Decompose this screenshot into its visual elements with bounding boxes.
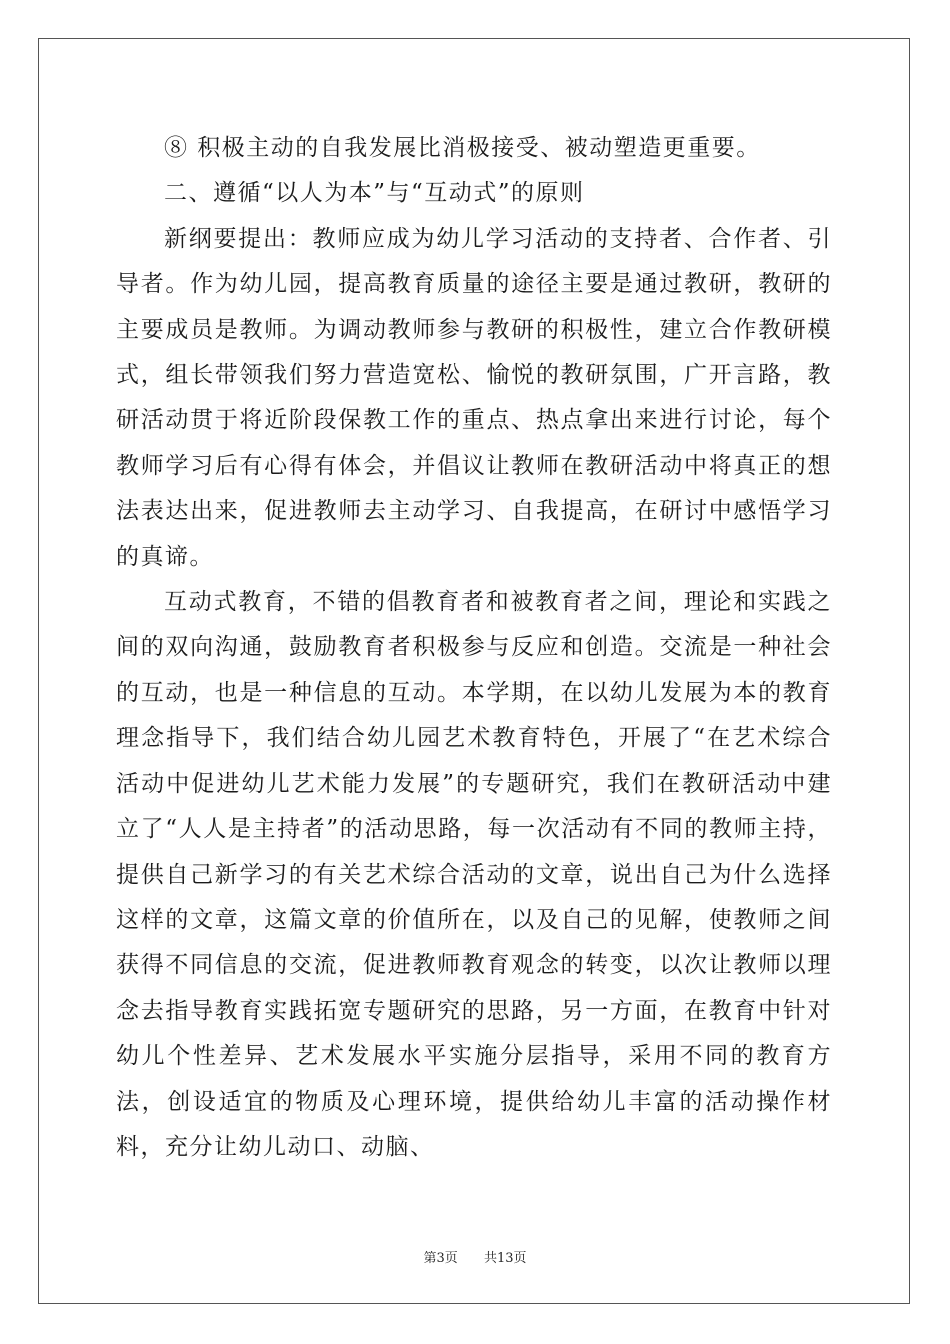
paragraph-item-8: ⑧ 积极主动的自我发展比消极接受、被动塑造更重要。 — [164, 135, 761, 161]
page-footer — [0, 1247, 950, 1266]
page-number: 第3页 — [423, 1251, 458, 1266]
section-heading: 二、遵循“以人为本”与“互动式”的原则 — [164, 180, 585, 207]
page-total: 共13页 — [484, 1251, 527, 1266]
document-body — [116, 126, 832, 1170]
paragraph-new-outline: 新纲要提出：教师应成为幼儿学习活动的支持者、合作者、引导者。作为幼儿园，提高教育质量的途径主要是通过教研，教研的主要成员是教师。为调动教师参与教研的积极性，建立合作教研模式，组长带领我们努力营造宽松、愉悦的教研氛围，广开言路，教研活动贯于将近阶段保教工作的重点、热点拿出来进行讨论，每个教师学习后有心得有体会，并倡议让教师在教研活动中将真正的想法表达出来，促进教师去主动学习、自我提高，在研讨中感悟学习的真谛。 — [116, 225, 832, 570]
paragraph-interactive-education: 互动式教育，不错的倡教育者和被教育者之间，理论和实践之间的双向沟通，鼓励教育者积极参与反应和创造。交流是一种社会的互动，也是一种信息的互动。本学期，在以幼儿发展为本的教育理念指导下，我们结合幼儿园艺术教育特色，开展了“在艺术综合活动中促进幼儿艺术能力发展”的专题研究，我们在教研活动中建立了“人人是主持者”的活动思路，每一次活动有不同的教师主持，提供自己新学习的有关艺术综合活动的文章，说出自己为什么选择这样的文章，这篇文章的价值所在，以及自己的见解，使教师之间获得不同信息的交流，促进教师教育观念的转变，以次让教师以理念去指导教育实践拓宽专题研究的思路，另一方面，在教育中针对幼儿个性差异、艺术发展水平实施分层指导，采用不同的教育方法，创设适宜的物质及心理环境，提供给幼儿丰富的活动操作材料，充分让幼儿动口、动脑、 — [116, 589, 832, 1160]
